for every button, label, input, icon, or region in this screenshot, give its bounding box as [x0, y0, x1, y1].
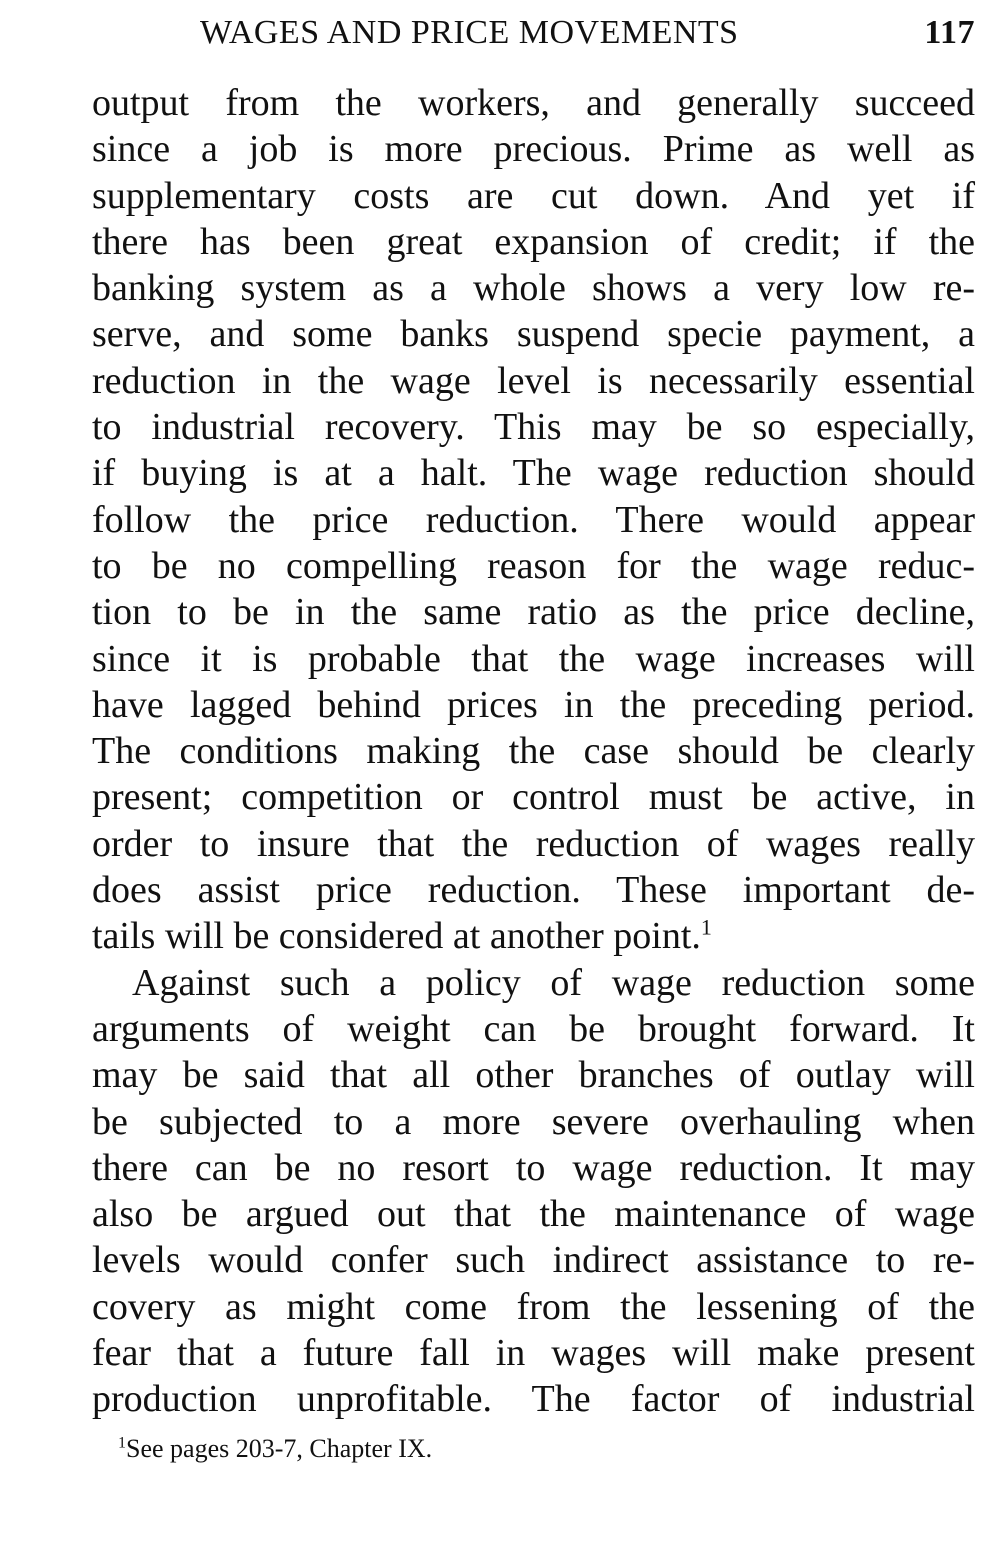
- text-line: present; competition or control must be active, in: [92, 776, 975, 819]
- text-line: since it is probable that the wage increases will: [92, 637, 975, 680]
- text-line: be subjected to a more severe overhauling when: [92, 1100, 975, 1143]
- text-line: banking system as a whole shows a very low re-: [92, 267, 975, 310]
- text-line: to be no compelling reason for the wage reduc-: [92, 544, 975, 587]
- page-number: 117: [924, 14, 975, 51]
- text-line: there can be no resort to wage reduction. It may: [92, 1146, 975, 1189]
- paragraph-end-line: [92, 913, 975, 959]
- footnote-text: See pages 203-7, Chapter IX.: [126, 1434, 433, 1463]
- text-line: order to insure that the reduction of wages really: [92, 822, 975, 865]
- text-line: have lagged behind prices in the preceding period.: [92, 683, 975, 726]
- text-line: tails will be considered at another point.: [92, 915, 701, 958]
- footnote-mark: 1: [118, 1434, 126, 1452]
- text-line: reduction in the wage level is necessarily essential: [92, 359, 975, 402]
- paragraph-start-line: Against such a policy of wage reduction some: [132, 961, 975, 1004]
- text-line: levels would confer such indirect assistance to re-: [92, 1239, 975, 1282]
- text-line: arguments of weight can be brought forward. It: [92, 1007, 975, 1050]
- text-line: tion to be in the same ratio as the price decline,: [92, 591, 975, 634]
- footnote-reference[interactable]: 1: [700, 914, 712, 940]
- text-line: fear that a future fall in wages will make present: [92, 1332, 975, 1375]
- text-line: may be said that all other branches of outlay will: [92, 1054, 975, 1097]
- text-line: there has been great expansion of credit; if the: [92, 220, 975, 263]
- chapter-title: WAGES AND PRICE MOVEMENTS: [200, 14, 739, 51]
- text-line: The conditions making the case should be clearly: [92, 730, 975, 773]
- footnote: [118, 1431, 432, 1467]
- text-line: production unprofitable. The factor of industrial: [92, 1378, 975, 1421]
- running-head: [200, 8, 975, 58]
- text-line: to industrial recovery. This may be so especially,: [92, 406, 975, 449]
- body-text: [92, 80, 975, 1423]
- text-line: also be argued out that the maintenance of wage: [92, 1193, 975, 1236]
- text-line: if buying is at a halt. The wage reduction should: [92, 452, 975, 495]
- text-line: since a job is more precious. Prime as well as: [92, 128, 975, 171]
- text-line: output from the workers, and generally succeed: [92, 82, 975, 124]
- text-line: covery as might come from the lessening of the: [92, 1285, 975, 1328]
- text-line: follow the price reduction. There would appear: [92, 498, 975, 541]
- text-line: does assist price reduction. These important de-: [92, 869, 975, 912]
- text-line: serve, and some banks suspend specie payment, a: [92, 313, 975, 356]
- text-line: supplementary costs are cut down. And yet if: [92, 174, 975, 217]
